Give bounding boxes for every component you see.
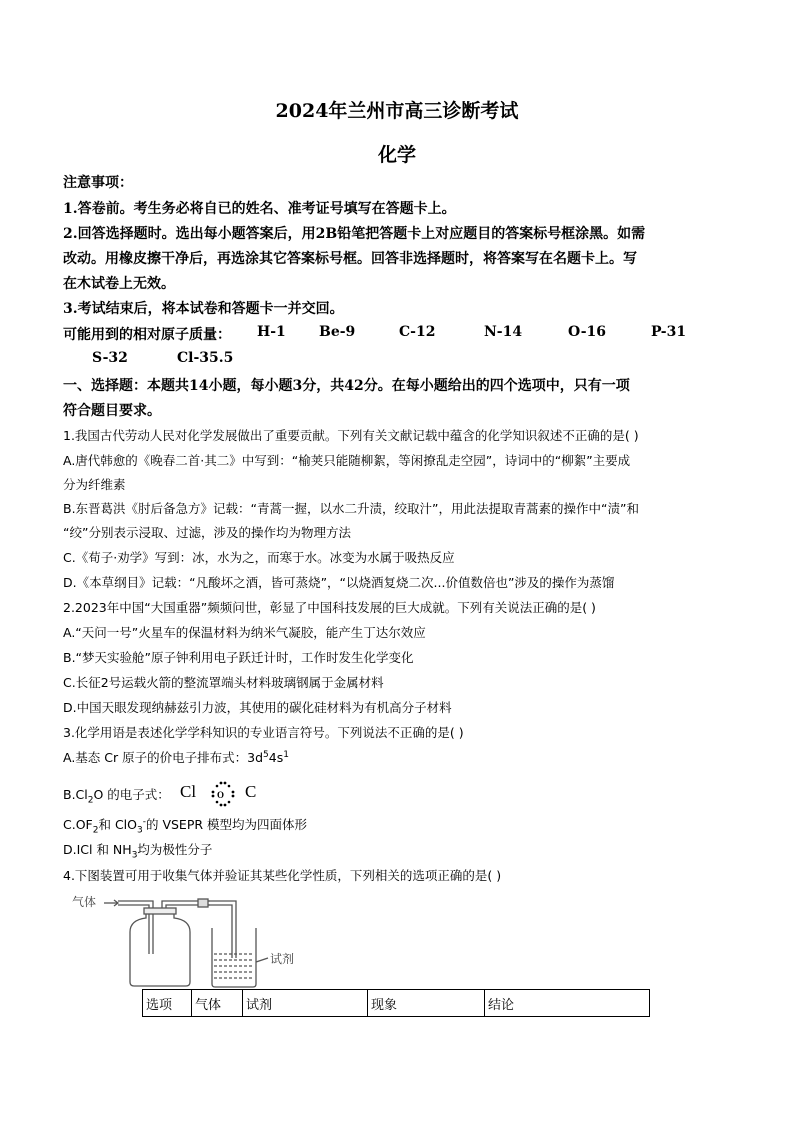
header-reagent: 试剂	[243, 990, 368, 1017]
gas-label: 气体	[72, 895, 97, 909]
section-heading-1: 一、选择题：本题共14小题，每小题3分，共42分。在每小题给出的四个选项中，只有一项	[63, 378, 630, 394]
header-phenomenon: 现象	[368, 990, 485, 1017]
q1-option-b-2: “绞”分别表示浸取、过滤，涉及的操作均为物理方法	[63, 525, 351, 540]
table-header-row	[143, 990, 650, 1017]
q2-option-d: D.中国天眼发现纳赫兹引力波，其使用的碳化硅材料为有机高分子材料	[63, 700, 452, 715]
q1-option-d: D.《本草纲目》记载：“凡酸坏之酒，皆可蒸烧”，“以烧酒复烧二次...价值数倍也”涉及的操作为蒸馏	[63, 575, 615, 590]
notes-heading: 注意事项：	[63, 175, 133, 191]
header-gas: 气体	[192, 990, 243, 1017]
notes-line-2: 2.回答选择题时。选出每小题答案后，用2B铅笔把答题卡上对应题目的答案标号框涂黑。如需	[63, 226, 646, 242]
electron-formula-center: O	[217, 790, 225, 800]
mass-n: N-14	[484, 324, 523, 340]
mass-c: C-12	[399, 324, 436, 340]
electron-formula-right: C	[245, 782, 257, 801]
subject-title: 化学	[377, 144, 416, 166]
q3-stem: 3.化学用语是表述化学学科知识的专业语言符号。下列说法不正确的是( )	[63, 725, 464, 740]
notes-line-4: 在木试卷上无效。	[63, 276, 175, 292]
mass-be: Be-9	[319, 324, 356, 340]
mass-s: S-32	[92, 350, 128, 366]
options-table	[142, 989, 650, 1017]
mass-label: 可能用到的相对原子质量：	[63, 327, 231, 343]
mass-h: H-1	[257, 324, 286, 340]
q4-stem: 4.下图装置可用于收集气体并验证其某些化学性质，下列相关的选项正确的是( )	[63, 868, 502, 883]
q3-option-a: A.基态 Cr 原子的价电子排布式：$3d^54s^1$	[63, 749, 289, 765]
q3-option-b: $B.Cl_2O$ 的电子式：	[63, 787, 170, 806]
q2-option-c: C.长征2号运载火箭的整流罩端头材料玻璃钢属于金属材料	[63, 675, 384, 690]
q3-option-c: $C.OF_2$和 ClO$_3$-的 VSEPR 模型均为四面体形	[63, 816, 308, 836]
header-conclusion: 结论	[485, 990, 650, 1017]
section-heading-2: 符合题目要求。	[63, 403, 161, 419]
q2-option-a: A.“天问一号”火星车的保温材料为纳米气凝胶，能产生丁达尔效应	[63, 625, 426, 640]
notes-line-3: 改动。用橡皮擦干净后，再选涂其它答案标号框。回答非选择题时，将答案写在名题卡上。写	[63, 251, 637, 267]
electron-formula-left: Cl	[180, 782, 197, 801]
q3-option-d: D.ICl 和 $NH_3$均为极性分子	[63, 842, 213, 861]
q2-stem: 2.2023年中国“大国重器”频频问世，彰显了中国科技发展的巨大成就。下列有关说法正确的是( )	[63, 600, 596, 615]
notes-line-1: 1.答卷前。考生务必将自已的姓名、准考证号填写在答题卡上。	[63, 201, 456, 217]
electron-dots-icon	[210, 780, 236, 808]
mass-o: O-16	[568, 324, 607, 340]
header-option: 选项	[143, 990, 192, 1017]
mass-cl: Cl-35.5	[177, 350, 234, 366]
q1-stem: 1.我国古代劳动人民对化学发展做出了重要贡献。下列有关文献记载中蕴含的化学知识叙述不正确的是( )	[63, 428, 639, 443]
q1-option-b-1: B.东晋葛洪《肘后备急方》记载：“青蒿一握，以水二升渍，绞取汁”，用此法提取青蒿素的操作中“渍”和	[63, 501, 639, 516]
q2-option-b: B.“梦天实验舱”原子钟利用电子跃迁计时，工作时发生化学变化	[63, 650, 414, 665]
mass-p: P-31	[651, 324, 687, 340]
reagent-label: 试剂	[270, 952, 295, 966]
q1-option-a-1: A.唐代韩愈的《晚春二首·其二》中写到：“榆荚只能随柳絮，等闲撩乱走空园”，诗词中的“柳絮”主要成	[63, 453, 631, 468]
q1-option-a-2: 分为纤维素	[63, 477, 126, 492]
q1-option-c: C.《荀子·劝学》写到：冰，水为之，而寒于水。冰变为水属于吸热反应	[63, 550, 455, 565]
notes-line-5: 3.考试结束后，将本试卷和答题卡一并交回。	[63, 301, 344, 317]
gas-collection-apparatus	[70, 890, 320, 990]
exam-title: 2024年兰州市高三诊断考试	[275, 100, 519, 122]
